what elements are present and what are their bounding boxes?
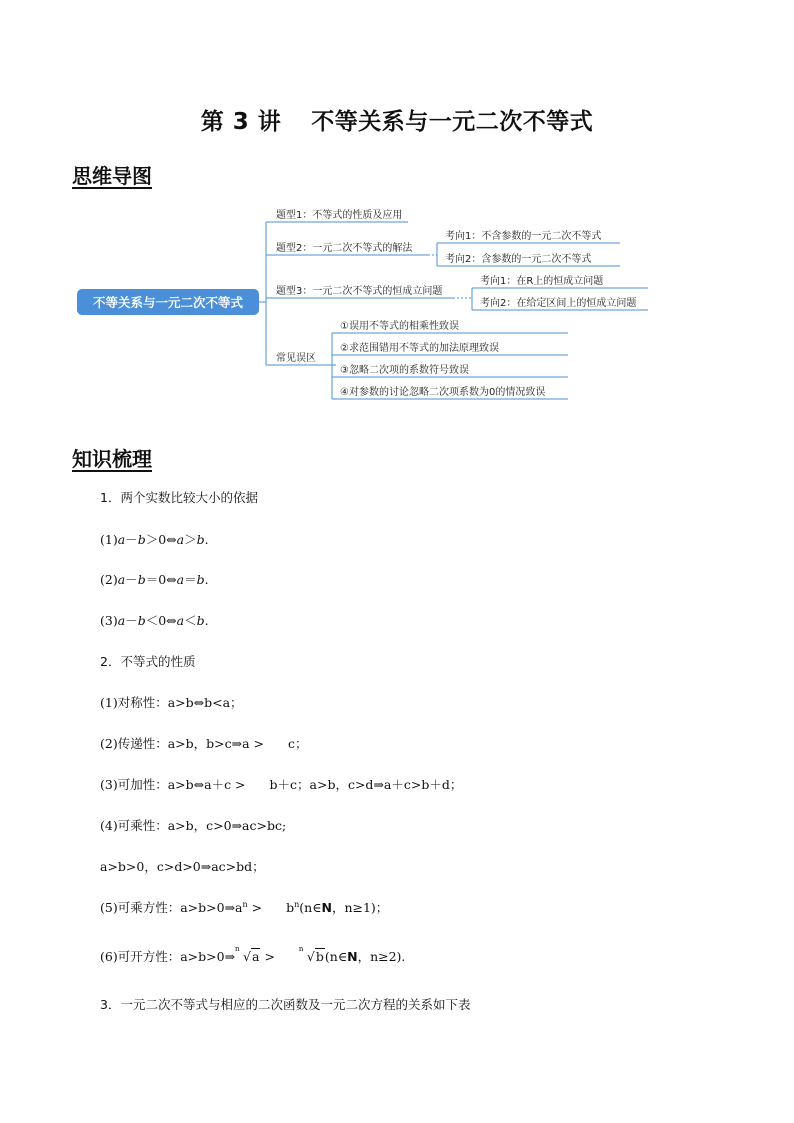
mindmap-root-label: 不等关系与一元二次不等式 [92, 295, 244, 310]
content-heading-2: 2．不等式的性质 [100, 654, 196, 669]
section-knowledge-heading: 知识梳理 [72, 447, 152, 471]
property-multiplicativity-2: a>b>0，c>d>0⇒ac>bd； [100, 859, 265, 874]
property-root: (6)可开方性：a>b>0⇒ n √a > n √b(n∈N，n≥2). [100, 945, 406, 964]
mindmap-branch-3-child-2: 考向2：在给定区间上的恒成立问题 [480, 298, 637, 309]
mindmap-branch-3-child-1: 考向1：在R上的恒成立问题 [480, 276, 604, 287]
mindmap-branch-3: 题型3：一元二次不等式的恒成立问题 [276, 286, 443, 297]
property-power: (5)可乘方性：$a>b>0\Rightarrow a^n$ > $b^n(n\in N$，n≥1)； [100, 899, 389, 915]
mindmap-branch-2-child-2: 考向2：含参数的一元二次不等式 [445, 254, 592, 265]
mindmap-branch-1: 题型1：不等式的性质及应用 [276, 210, 403, 221]
compare-rule-1: (1)a－b＞0⇔a＞b. [100, 532, 209, 547]
property-multiplicativity: (4)可乘性：a>b，c>0⇒ac>bc; [100, 818, 287, 833]
mindmap-branch-2-child-1: 考向1：不含参数的一元二次不等式 [445, 231, 602, 242]
compare-rule-2: (2)a－b＝0⇔a＝b. [100, 572, 209, 587]
content-heading-3: 3．一元二次不等式与相应的二次函数及一元二次方程的关系如下表 [100, 997, 471, 1012]
section-mindmap-heading: 思维导图 [72, 164, 152, 188]
property-transitivity: (2)传递性：a>b，b>c⇒a > c； [100, 736, 308, 751]
mind-map [0, 200, 794, 420]
nth-root-a: n √a [235, 945, 260, 964]
mindmap-branch-2: 题型2：一元二次不等式的解法 [276, 243, 413, 254]
title-topic: 不等关系与一元二次不等式 [311, 109, 594, 135]
title-lesson-number: 第 3 讲 [200, 109, 282, 135]
mindmap-branch-4-child-2: ②求范围错用不等式的加法原理致误 [340, 343, 499, 354]
mindmap-branch-4: 常见误区 [276, 353, 316, 364]
content-heading-1: 1．两个实数比较大小的依据 [100, 490, 258, 505]
property-symmetry: (1)对称性：a>b⇔b<a； [100, 695, 243, 710]
property-additivity: (3)可加性：a>b⇔a＋c > b＋c；a>b，c>d⇒a＋c>b＋d； [100, 777, 463, 792]
nth-root-b: n √b [298, 945, 324, 964]
mindmap-branch-4-child-4: ④对参数的讨论忽略二次项系数为0的情况致误 [340, 387, 546, 398]
page-title [0, 103, 794, 136]
mindmap-branch-4-child-3: ③忽略二次项的系数符号致误 [340, 365, 469, 376]
mindmap-branch-4-child-1: ①误用不等式的相乘性致误 [340, 321, 459, 332]
compare-rule-3: (3)a－b＜0⇔a＜b. [100, 613, 209, 628]
